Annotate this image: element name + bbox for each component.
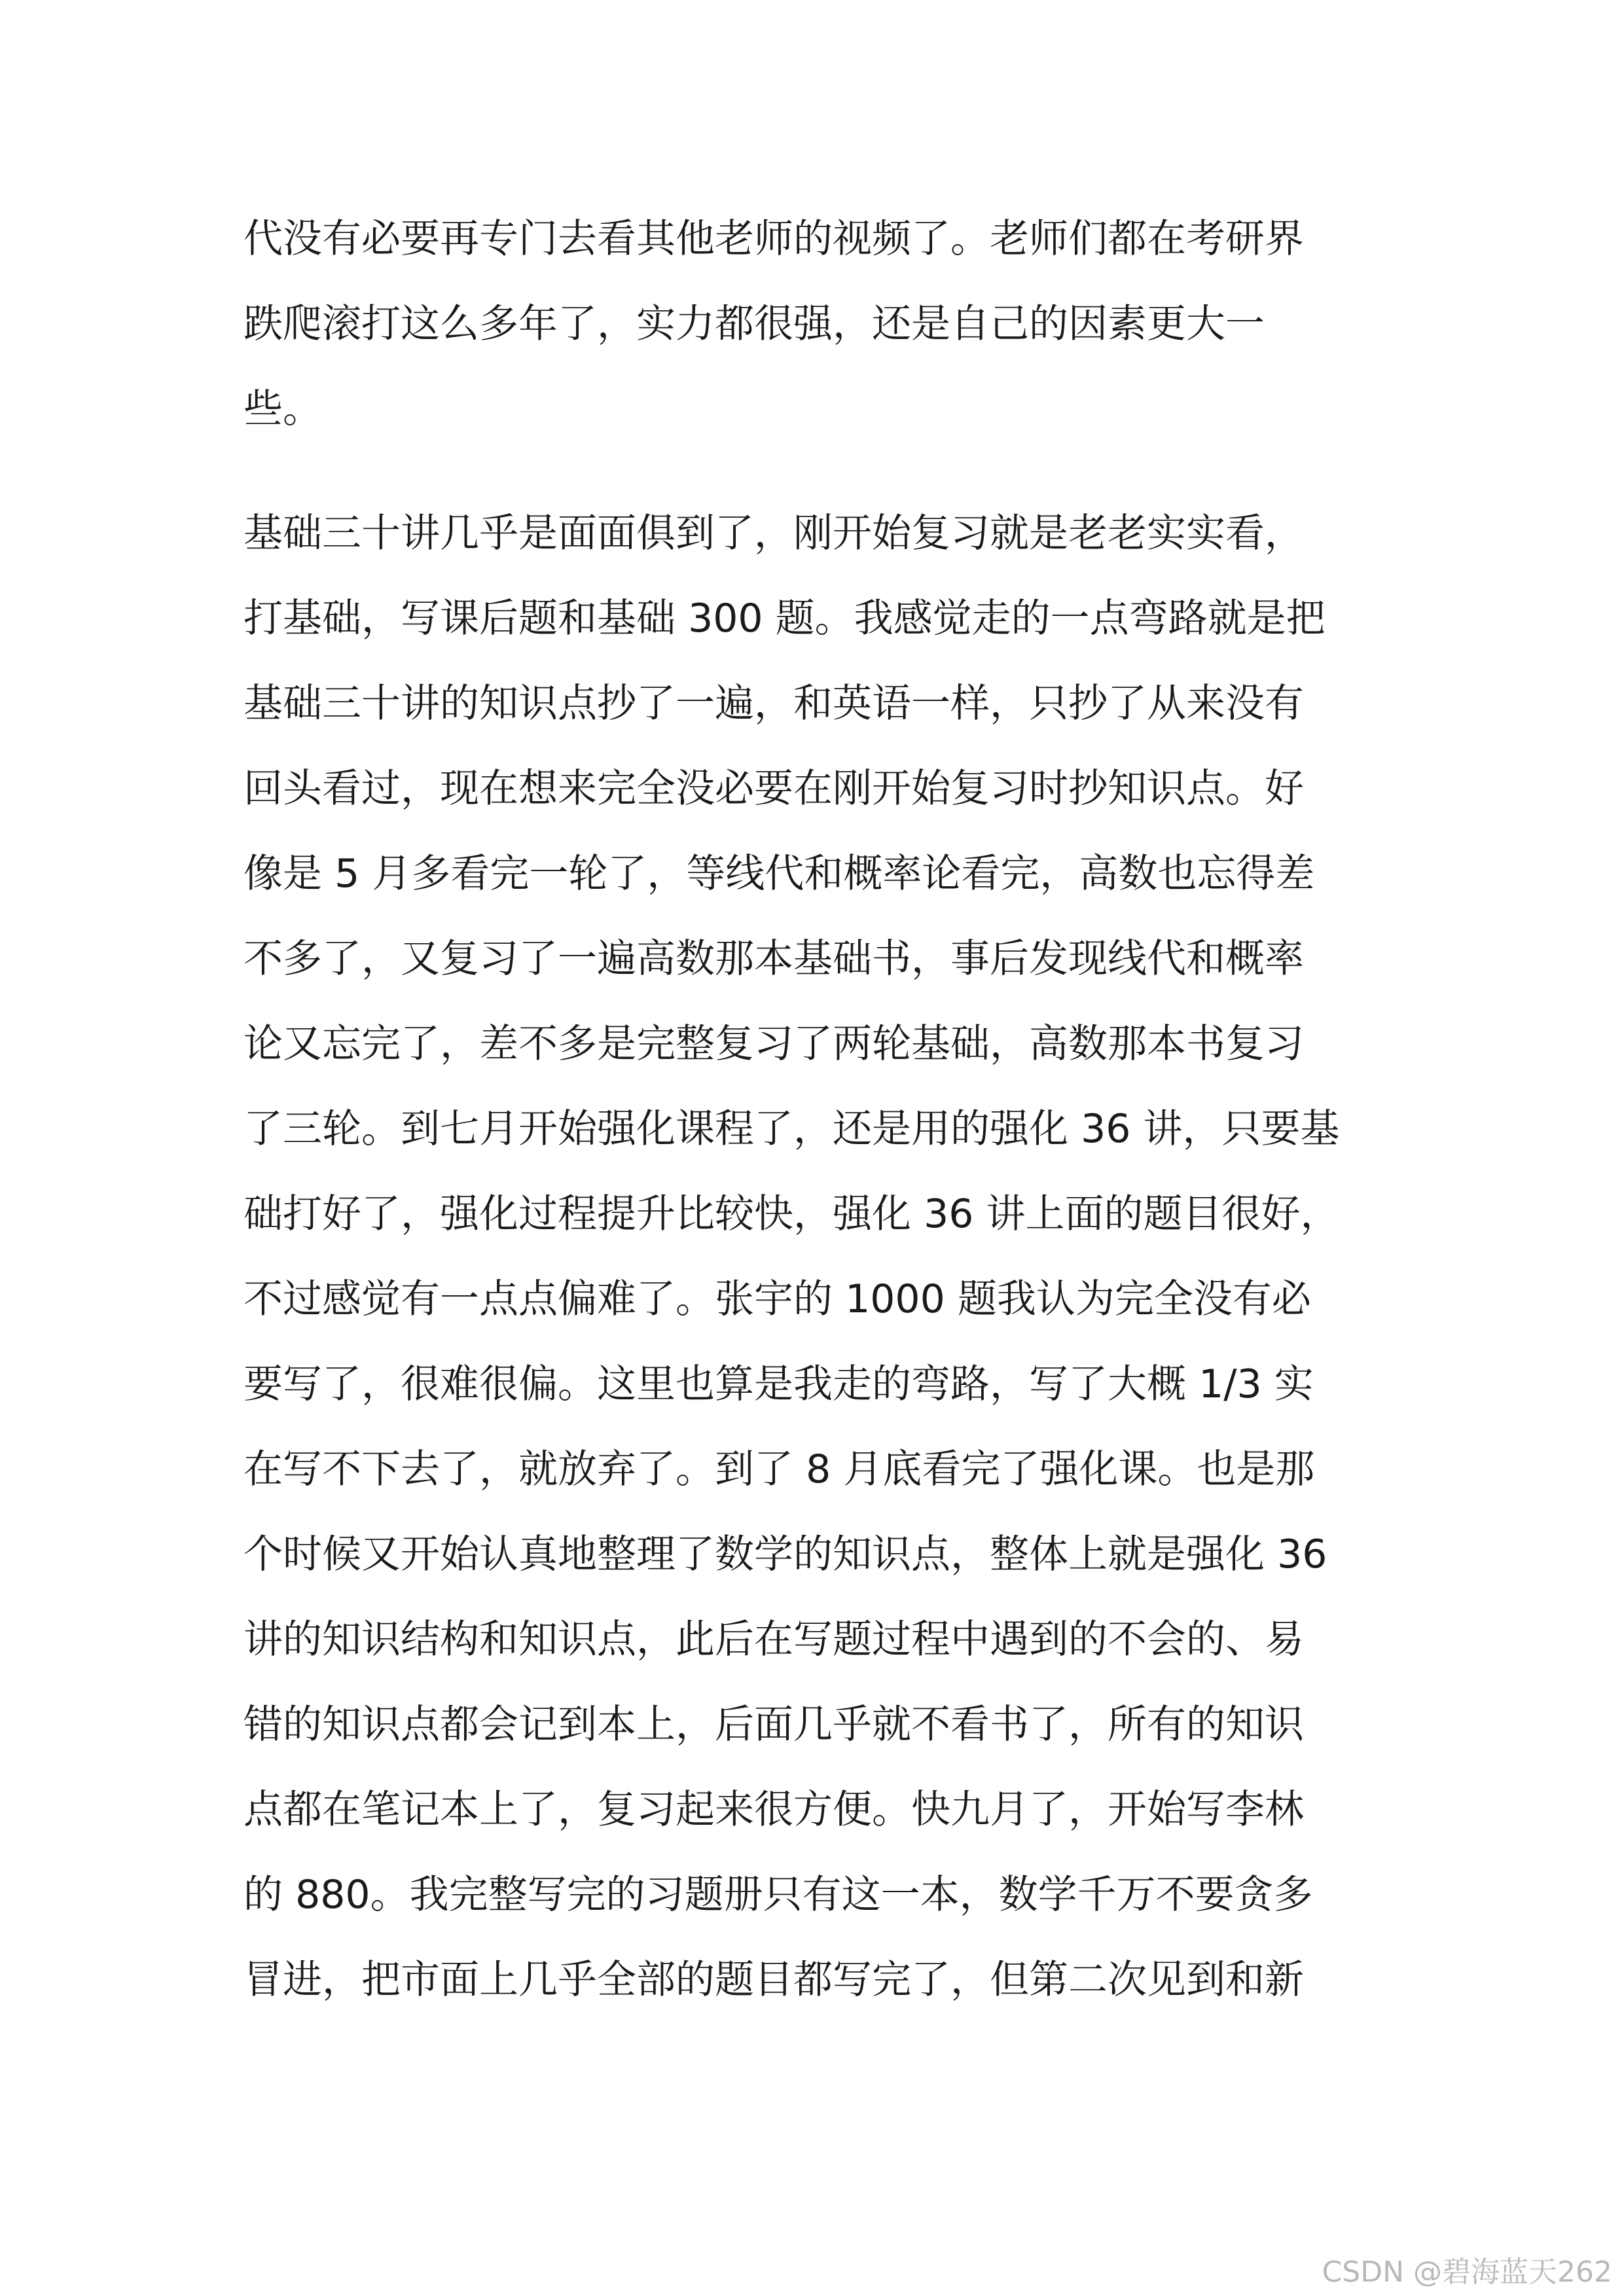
text-line: 基础三十讲几乎是面面俱到了，刚开始复习就是老老实实看， [244,511,1304,556]
text-line: 了三轮。到七月开始强化课程了，还是用的强化 36 讲，只要基 [244,1106,1340,1152]
text-line: 个时候又开始认真地整理了数学的知识点，整体上就是强化 36 [244,1532,1327,1577]
text-line: 不多了，又复习了一遍高数那本基础书，事后发现线代和概率 [244,936,1304,982]
text-line: 的 880。我完整写完的习题册只有这一本，数学千万不要贪多 [244,1872,1313,1918]
paragraph-1 [244,196,1382,452]
text-line: 像是 5 月多看完一轮了，等线代和概率论看完，高数也忘得差 [244,851,1315,897]
text-line: 跌爬滚打这么多年了，实力都很强，还是自己的因素更大一 [244,301,1265,347]
csdn-watermark: CSDN @碧海蓝天262 [1322,2255,1612,2289]
text-line: 些。 [244,386,322,432]
text-line: 代没有必要再专门去看其他老师的视频了。老师们都在考研界 [244,216,1304,262]
text-line: 回头看过，现在想来完全没必要在刚开始复习时抄知识点。好 [244,766,1304,812]
paragraph-2 [244,491,1382,2022]
text-line: 不过感觉有一点点偏难了。张宇的 1000 题我认为完全没有必 [244,1276,1311,1322]
text-line: 点都在笔记本上了，复习起来很方便。快九月了，开始写李林 [244,1787,1304,1833]
text-line: 错的知识点都会记到本上，后面几乎就不看书了，所有的知识 [244,1702,1304,1748]
text-line: 础打好了，强化过程提升比较快，强化 36 讲上面的题目很好， [244,1191,1340,1237]
text-line: 在写不下去了，就放弃了。到了 8 月底看完了强化课。也是那 [244,1446,1315,1492]
text-line: 论又忘完了，差不多是完整复习了两轮基础，高数那本书复习 [244,1021,1304,1067]
text-line: 讲的知识结构和知识点，此后在写题过程中遇到的不会的、易 [244,1617,1304,1662]
text-line: 基础三十讲的知识点抄了一遍，和英语一样，只抄了从来没有 [244,681,1304,726]
text-line: 要写了，很难很偏。这里也算是我走的弯路，写了大概 1/3 实 [244,1361,1314,1407]
text-line: 冒进，把市面上几乎全部的题目都写完了，但第二次见到和新 [244,1957,1304,2003]
text-line: 打基础，写课后题和基础 300 题。我感觉走的一点弯路就是把 [244,596,1326,641]
